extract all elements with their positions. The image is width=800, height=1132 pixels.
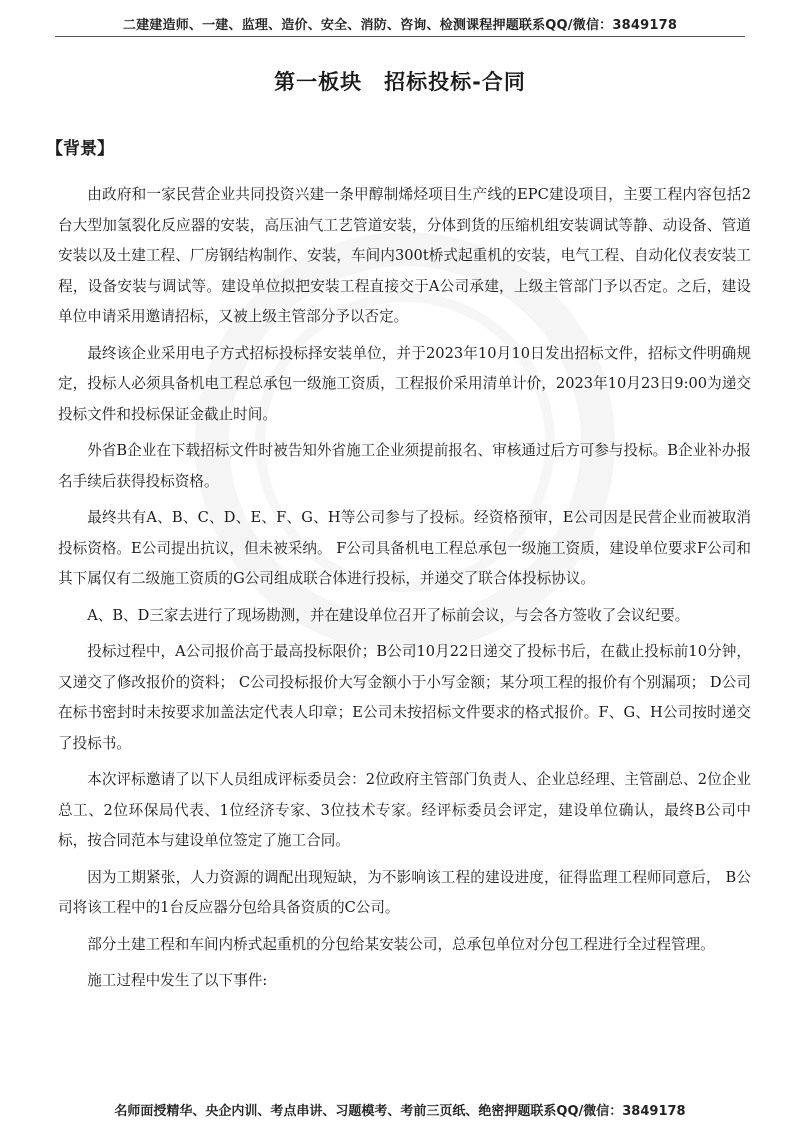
paragraph: 最终该企业采用电子方式招标投标择安装单位，并于2023年10月10日发出招标文件，招标文件明确规定，投标人必须具备机电工程总承包一级施工资质，工程报价采用清单计价，2023年10月23日9:00为递交投标文件和投标保证金截止时间。 (58, 344, 751, 423)
body-text (58, 180, 751, 1003)
paragraph: 最终共有A、B、C、D、E、F、G、H等公司参与了投标。经资格预审，E公司因是民营企业而被取消投标资格。E公司提出抗议，但未被采纳。 F公司具备机电工程总承包一级施工资质，建设单位要求F公司和其下属仅有二级施工资质的G公司组成联合体进行投标，并递交了联合体投标协议。 (58, 509, 751, 587)
paragraph: 本次评标邀请了以下人员组成评标委员会：2位政府主管部门负责人、企业总经理、主管副总、2位企业总工、2位环保局代表、1位经济专家、3位技术专家。经评标委员会评定，建设单位确认，最终B公司中标，按合同范本与建设单位签定了施工合同。 (58, 771, 751, 849)
paragraph: 投标过程中，A公司报价高于最高投标限价；B公司10月22日递交了投标书后，在截止投标前10分钟，又递交了修改报价的资料； C公司投标报价大写金额小于小写金额；某分项工程的报价有个别漏项； D公司在标书密封时未按要求加盖法定代表人印章；E公司未按招标文件要求的格式报价。F、G、H公司按时递交了投标书。 (58, 643, 751, 752)
paragraph: 因为工期紧张，人力资源的调配出现短缺，为不影响该工程的建设进度，征得监理工程师同意后， B公司将该工程中的1台反应器分包给具备资质的C公司。 (58, 868, 751, 916)
document-title: 第一板块 招标投标-合同 (274, 70, 526, 94)
paragraph: 由政府和一家民营企业共同投资兴建一条甲醇制烯烃项目生产线的EPC建设项目，主要工程内容包括2台大型加氢裂化反应器的安装，高压油气工艺管道安装，分体到货的压缩机组安装调试等静、动设备、管道安装以及土建工程、厂房钢结构制作、安装，车间内300t桥式起重机的安装，电气工程、自动化仪表安装工程，设备安装与调试等。建设单位拟把安装工程直接交于A公司承建，上级主管部门予以否定。之后，建设单位申请采用邀请招标，又被上级主管部分予以否定。 (58, 186, 751, 325)
paragraph: 外省B企业在下载招标文件时被告知外省施工企业须提前报名、审核通过后方可参与投标。B企业补办报名手续后获得投标资格。 (58, 442, 751, 490)
paragraph: 部分土建工程和车间内桥式起重机的分包给某安装公司，总承包单位对分包工程进行全过程管理。 (87, 935, 715, 953)
paragraph: 施工过程中发生了以下事件: (87, 972, 268, 989)
header-divider (55, 36, 745, 37)
paragraph: A、B、D三家去进行了现场勘测，并在建设单位召开了标前会议，与会各方签收了会议纪要。 (87, 606, 690, 624)
page-footer: 名师面授精华、央企内训、考点串讲、习题模考、考前三页纸、绝密押题联系QQ/微信：3849178 (114, 1104, 686, 1119)
section-heading: 【背景】 (46, 139, 114, 159)
page-header: 二建建造师、一建、监理、造价、安全、消防、咨询、检测课程押题联系QQ/微信：3849178 (122, 18, 678, 33)
